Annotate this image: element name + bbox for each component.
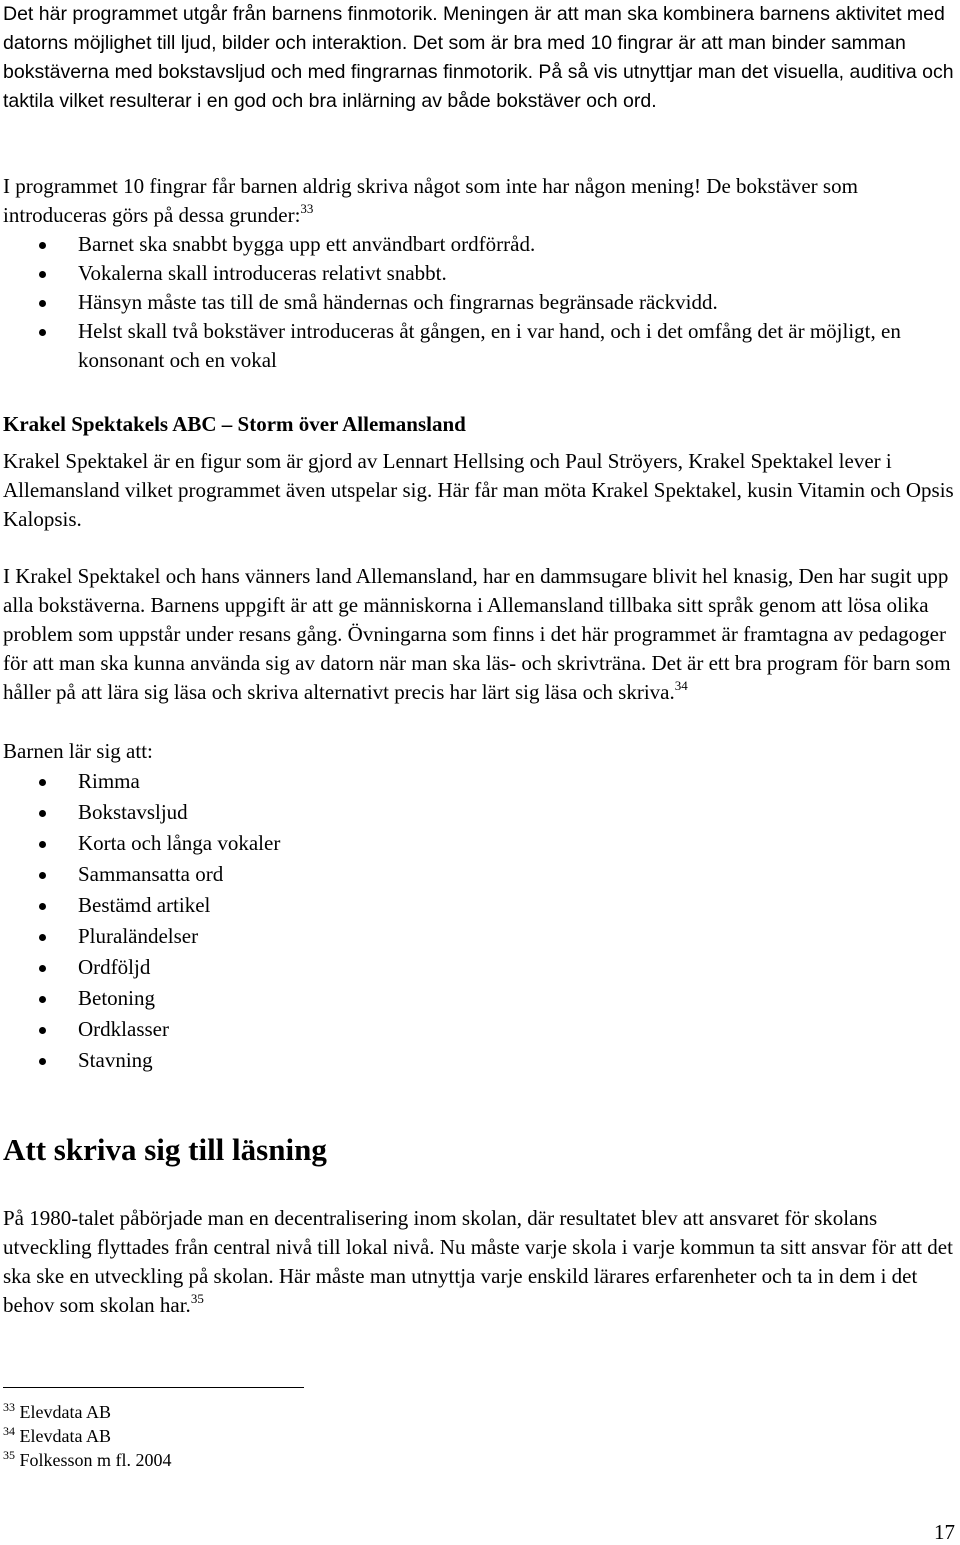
footnote-number: 34 — [3, 1424, 15, 1438]
list-item: Bokstavsljud — [0, 797, 600, 828]
section-heading-krakel: Krakel Spektakels ABC – Storm över Allemansland — [3, 412, 466, 436]
list-item: Barnet ska snabbt bygga upp ett användbart ordförråd. — [0, 230, 955, 259]
list-item: Bestämd artikel — [0, 890, 600, 921]
footnote — [3, 1424, 172, 1448]
programme-paragraph — [0, 172, 958, 230]
learning-list — [0, 766, 600, 1076]
allemansland-paragraph-text: I Krakel Spektakel och hans vänners land Allemansland, har en dammsugare blivit hel knasig, Den har sugit upp alla bokstäverna. Barnens uppgift är att ge människorna i Allemansland tillbaka sitt språk genom att lösa olika problem som uppstår under resans gång. Övningarna som finns i det här programmet är framtagna av pedagoger för att man ska kunna använda sig av datorn när man ska läs- och skrivträna. Det är ett bra program för barn som håller på att lära sig läsa och skriva alternativt precis har lärt sig läsa och skriva. — [3, 564, 951, 704]
footnote — [3, 1448, 172, 1472]
footnote-number: 33 — [3, 1400, 15, 1414]
list-item: Betoning — [0, 983, 600, 1014]
footnotes — [3, 1400, 172, 1472]
footnote-number: 35 — [3, 1448, 15, 1462]
footnote — [3, 1400, 172, 1424]
footnote-text: Folkesson m fl. 2004 — [19, 1450, 172, 1470]
intro-paragraph: Det här programmet utgår från barnens finmotorik. Meningen är att man ska kombinera barnens aktivitet med datorns möjlighet till ljud, bilder och interaktion. Det som är bra med 10 fingrar är att man binder samman bokstäverna med bokstavsljud och med fingrarnas finmotorik. På så vis utnyttjar man det visuella, auditiva och taktila vilket resulterar i en god och bra inlärning av både bokstäver och ord. — [3, 3, 954, 112]
grunder-list — [0, 230, 955, 375]
list-item: Helst skall två bokstäver introduceras åt gången, en i var hand, och i det omfång det är möjligt, en konsonant och en vokal — [0, 317, 955, 375]
footnote-ref-34: 34 — [674, 678, 688, 693]
list-item: Ordklasser — [0, 1014, 600, 1045]
list-item: Korta och långa vokaler — [0, 828, 600, 859]
list-item: Rimma — [0, 766, 600, 797]
programme-paragraph-text: I programmet 10 fingrar får barnen aldrig skriva något som inte har någon mening! De bokstäver som introduceras görs på dessa grunder: — [3, 174, 858, 227]
list-item: Sammansatta ord — [0, 859, 600, 890]
allemansland-paragraph — [0, 562, 958, 707]
decentralisering-paragraph-text: På 1980-talet påbörjade man en decentralisering inom skolan, där resultatet blev att ansvaret för skolans utveckling flyttades från central nivå till lokal nivå. Nu måste varje skola i varje kommun ta sitt ansvar för att det ska ske en utveckling på skolan. Här måste man utnyttja varje enskild lärares erfarenheter och ta in dem i det behov som skolan har. — [3, 1206, 953, 1317]
list-item: Vokalerna skall introduceras relativt snabbt. — [0, 259, 955, 288]
footnote-divider — [3, 1387, 304, 1388]
list-item: Hänsyn måste tas till de små händernas och fingrarnas begränsade räckvidd. — [0, 288, 955, 317]
footnote-ref-33: 33 — [300, 201, 314, 216]
list-item: Stavning — [0, 1045, 600, 1076]
list-item: Ordföljd — [0, 952, 600, 983]
footnote-text: Elevdata AB — [19, 1402, 111, 1422]
decentralisering-paragraph — [0, 1204, 958, 1320]
learning-intro: Barnen lär sig att: — [3, 739, 153, 763]
page-number: 17 — [934, 1520, 955, 1544]
footnote-ref-35: 35 — [190, 1291, 204, 1306]
section-heading-skriva: Att skriva sig till läsning — [3, 1132, 327, 1167]
krakel-intro-paragraph: Krakel Spektakel är en figur som är gjord av Lennart Hellsing och Paul Ströyers, Krakel Spektakel lever i Allemansland vilket programmet även utspelar sig. Här får man möta Krakel Spektakel, kusin Vitamin och Opsis Kalopsis. — [3, 449, 954, 531]
list-item: Pluraländelser — [0, 921, 600, 952]
footnote-text: Elevdata AB — [19, 1426, 111, 1446]
